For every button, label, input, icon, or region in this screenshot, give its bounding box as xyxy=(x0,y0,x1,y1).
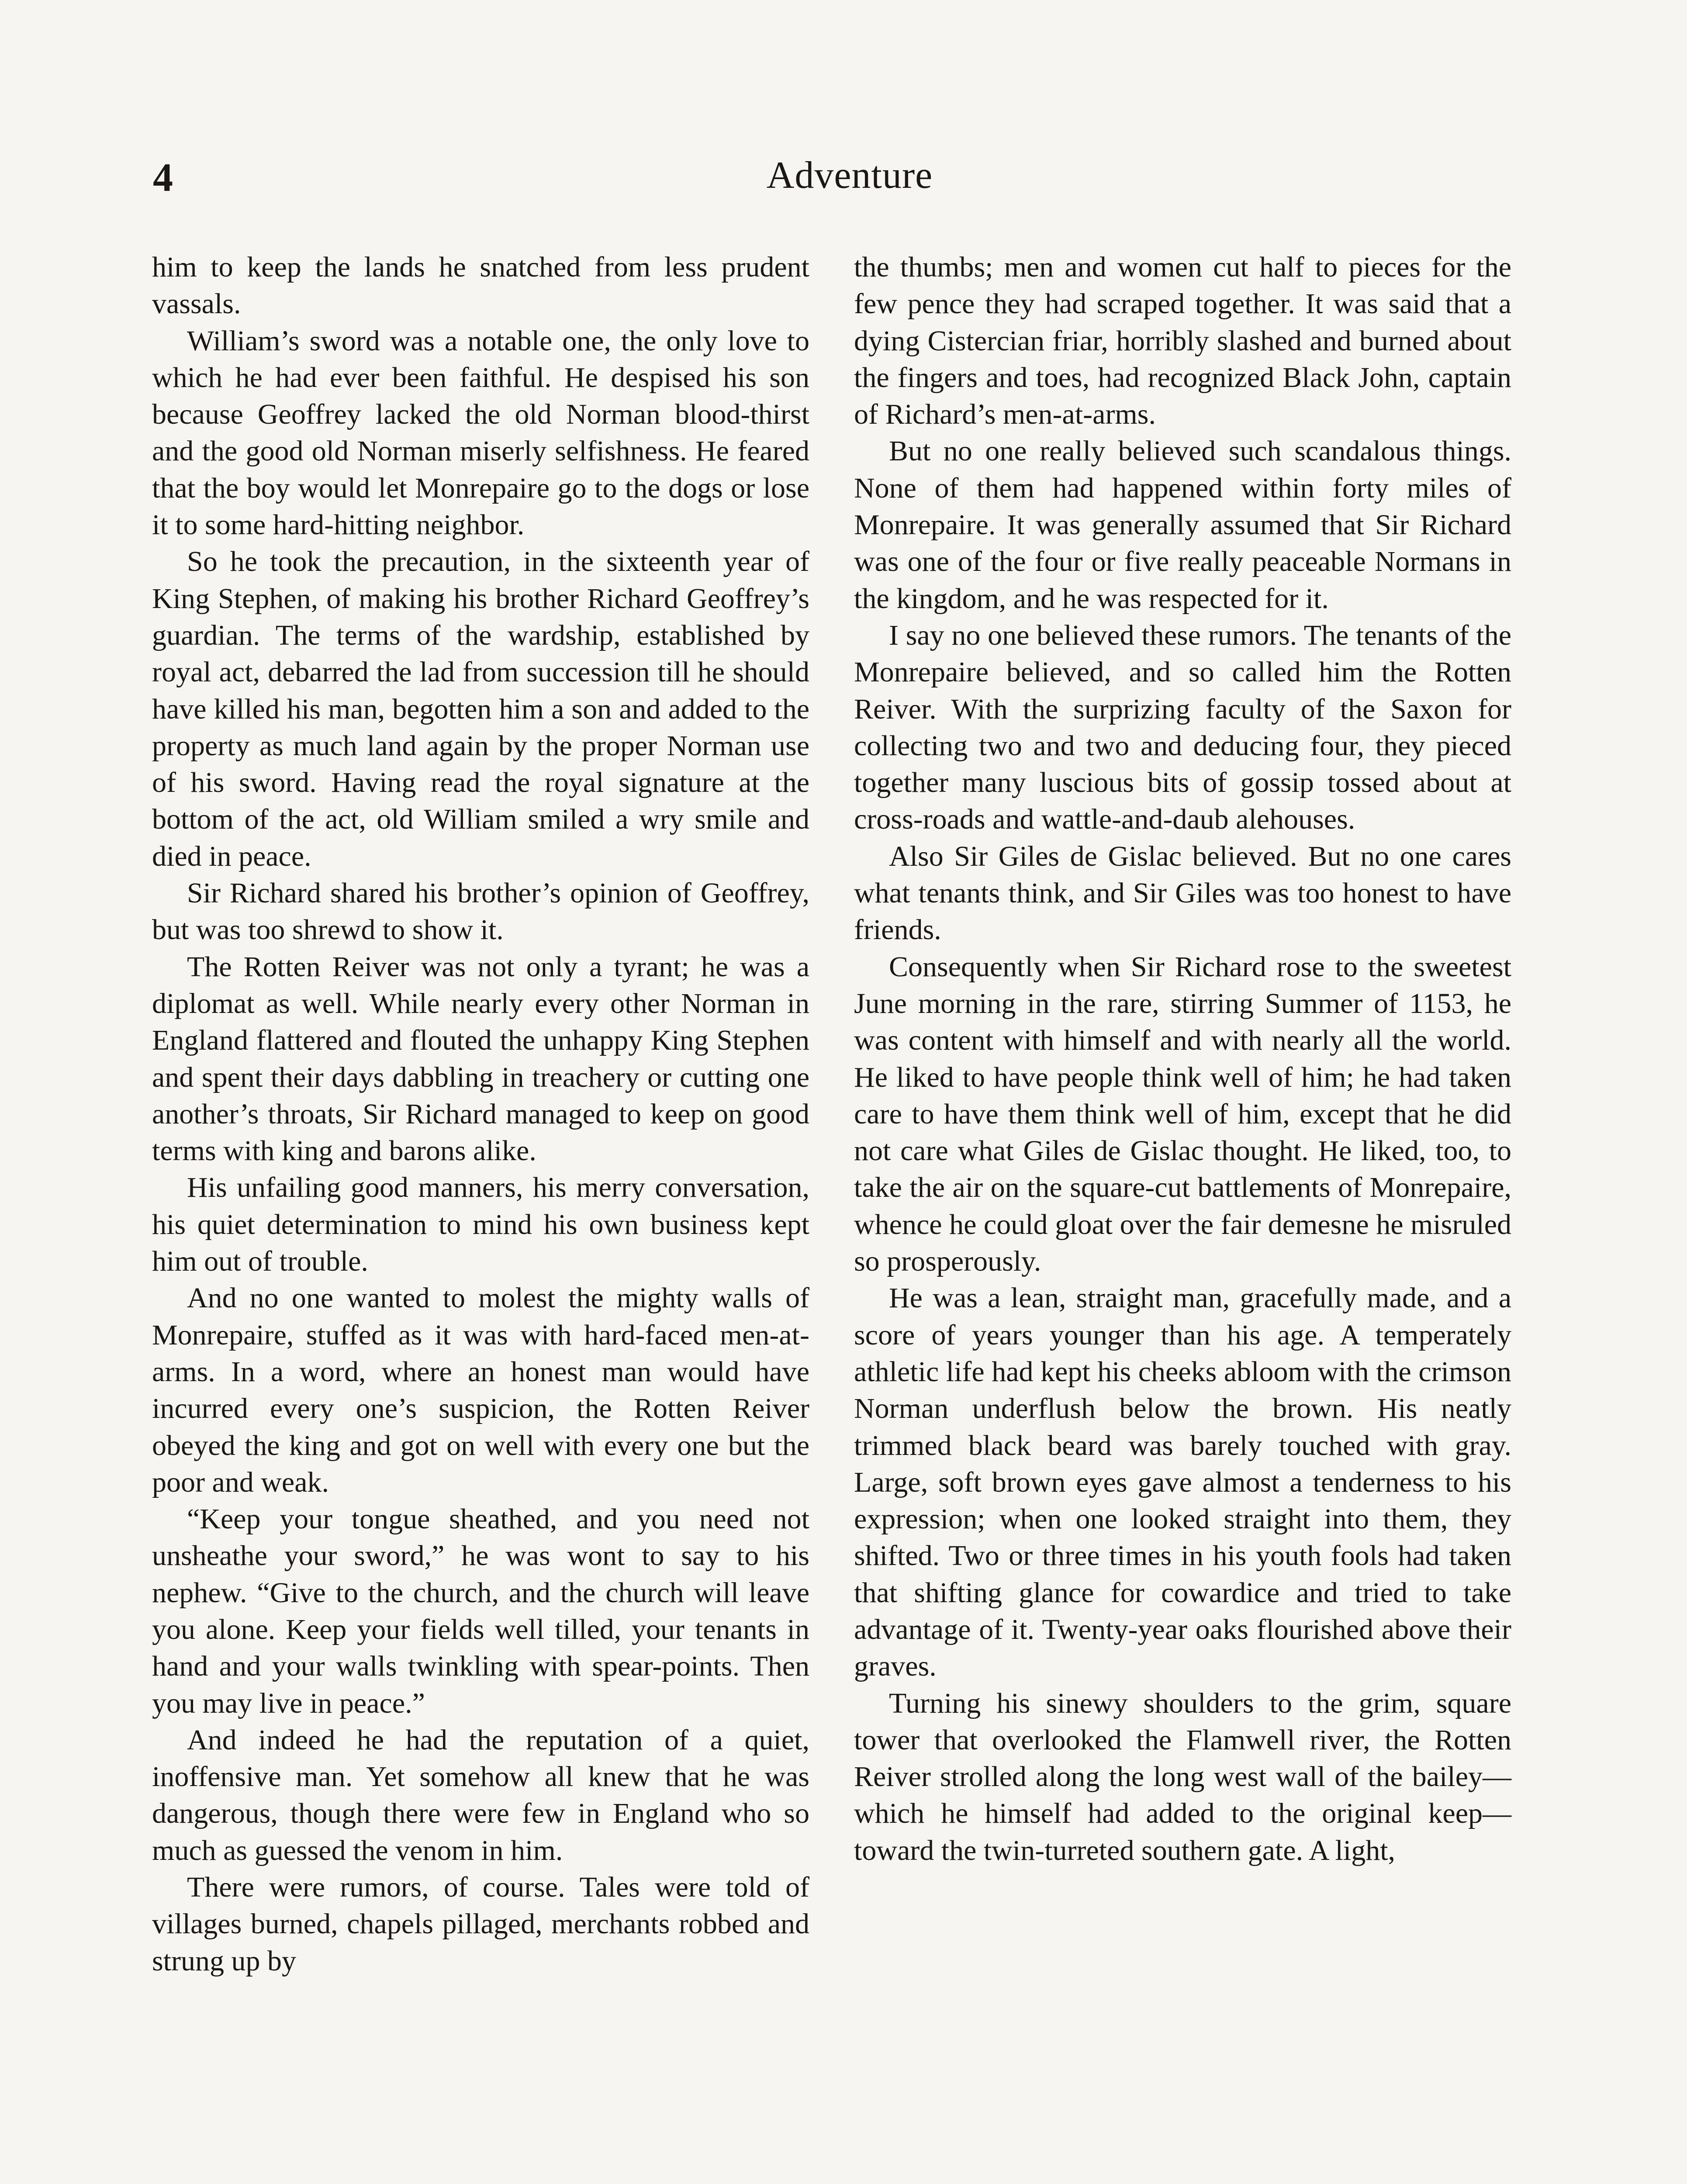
paragraph: the thumbs; men and women cut half to pieces for the few pence they had scraped together. It was said that a dying Cistercian friar, horribly slashed and burned about the fingers and toes, had recognized Black John, captain of Richard’s men-at-arms. xyxy=(854,251,1511,431)
left-column xyxy=(152,249,809,1980)
paragraph: him to keep the lands he snatched from less prudent vassals. xyxy=(152,251,809,320)
paragraph: So he took the precaution, in the sixteenth year of King Stephen, of making his brother Richard Geoffrey’s guardian. The terms of the wardship, established by royal act, debarred the lad from succession till he should have killed his man, begotten him a son and added to the property as much land again by the proper Norman use of his sword. Having read the royal signature at the bottom of the act, old William smiled a wry smile and died in peace. xyxy=(152,546,809,872)
paragraph: His unfailing good manners, his merry conversation, his quiet determination to mind his own business kept him out of trouble. xyxy=(152,1171,809,1278)
paragraph: And indeed he had the reputation of a quiet, inoffensive man. Yet somehow all knew that he was dangerous, though there were few in England who so much as guessed the venom in him. xyxy=(152,1724,809,1866)
paragraph: Sir Richard shared his brother’s opinion of Geoffrey, but was too shrewd to show it. xyxy=(152,877,809,946)
running-title: Adventure xyxy=(766,154,933,197)
paragraph: Consequently when Sir Richard rose to the sweetest June morning in the rare, stirring Summer of 1153, he was content with himself and with nearly all the world. He liked to have people think well of him; he had taken care to have them think well of him, except that he did not care what Giles de Gislac thought. He liked, too, to take the air on the square-cut battlements of Monrepaire, whence he could gloat over the fair demesne he misruled so prosperously. xyxy=(854,950,1511,1278)
paragraph: There were rumors, of course. Tales were told of villages burned, chapels pillaged, merchants robbed and strung up by xyxy=(152,1871,809,1977)
paragraph: “Keep your tongue sheathed, and you need not unsheathe your sword,” he was wont to say to his nephew. “Give to the church, and the church will leave you alone. Keep your fields well tilled, your tenants in hand and your walls twinkling with spear-points. Then you may live in peace.” xyxy=(152,1503,809,1719)
paragraph: Also Sir Giles de Gislac believed. But no one cares what tenants think, and Sir Giles was too honest to have friends. xyxy=(854,840,1511,946)
page-number: 4 xyxy=(153,155,173,200)
paragraph: The Rotten Reiver was not only a tyrant; he was a diplomat as well. While nearly every other Norman in England flattered and flouted the unhappy King Stephen and spent their days dabbling in treachery or cutting one another’s throats, Sir Richard managed to keep on good terms with king and barons alike. xyxy=(152,950,809,1167)
paragraph: But no one really believed such scandalous things. None of them had happened within forty miles of Monrepaire. It was generally assumed that Sir Richard was one of the four or five really peaceable Normans in the kingdom, and he was respected for it. xyxy=(854,435,1511,615)
paragraph: Turning his sinewy shoulders to the grim, square tower that overlooked the Flamwell river, the Rotten Reiver strolled along the long west wall of the bailey—which he himself had added to the original keep—toward the twin-turreted southern gate. A light, xyxy=(854,1687,1511,1866)
paragraph: And no one wanted to molest the mighty walls of Monrepaire, stuffed as it was with hard-faced men-at-arms. In a word, where an honest man would have incurred every one’s suspicion, the Rotten Reiver obeyed the king and got on well with every one but the poor and weak. xyxy=(152,1282,809,1498)
page-header xyxy=(149,153,1551,214)
paragraph: He was a lean, straight man, gracefully made, and a score of years younger than his age. A temperately athletic life had kept his cheeks abloom with the crimson Norman underflush below the brown. His neatly trimmed black beard was barely touched with gray. Large, soft brown eyes gave almost a tenderness to his expression; when one looked straight into them, they shifted. Two or three times in his youth fools had taken that shifting glance for cowardice and tried to take advantage of it. Twenty-year oaks flourished above their graves. xyxy=(854,1282,1511,1683)
paragraph: William’s sword was a notable one, the only love to which he had ever been faithful. He despised his son because Geoffrey lacked the old Norman blood-thirst and the good old Norman miserly selfishness. He feared that the boy would let Monrepaire go to the dogs or lose it to some hard-hitting neighbor. xyxy=(152,325,809,541)
right-column xyxy=(854,249,1511,1869)
paragraph: I say no one believed these rumors. The tenants of the Monrepaire believed, and so called him the Rotten Reiver. With the surprizing faculty of the Saxon for collecting two and two and deducing four, they pieced together many luscious bits of gossip tossed about at cross-roads and wattle-and-daub alehouses. xyxy=(854,619,1511,836)
